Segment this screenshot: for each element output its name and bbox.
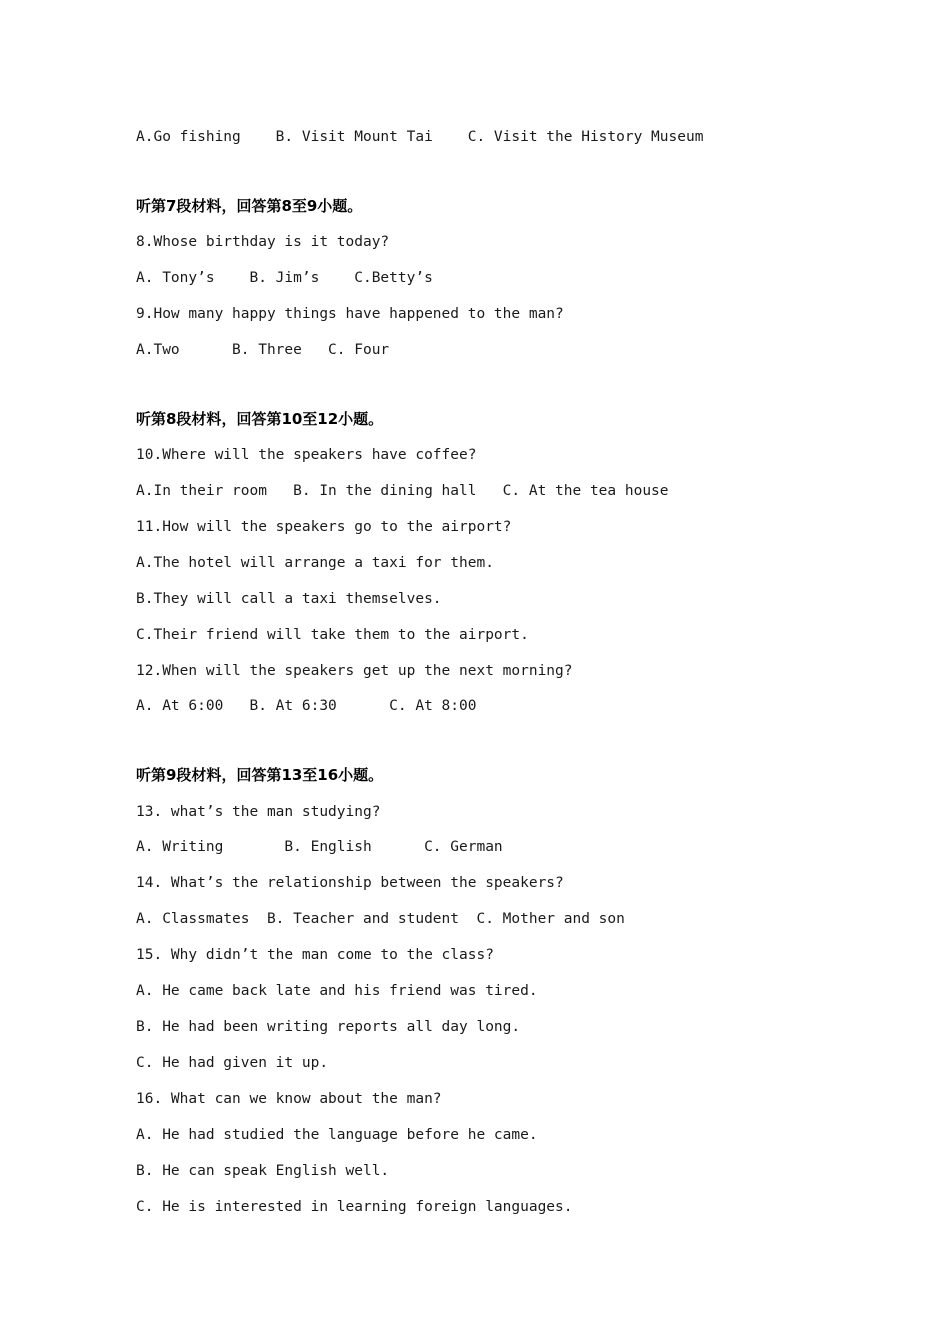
question-line: 14. What’s the relationship between the speakers? xyxy=(136,875,564,891)
option-line: B.They will call a taxi themselves. xyxy=(136,591,442,607)
option-line: A. Tony’s B. Jim’s C.Betty’s xyxy=(136,270,433,286)
option-line: C. He is interested in learning foreign languages. xyxy=(136,1199,573,1215)
option-line: A. Writing B. English C. German xyxy=(136,839,503,855)
question-line: 9.How many happy things have happened to the man? xyxy=(136,306,564,322)
question-line: 16. What can we know about the man? xyxy=(136,1091,442,1107)
option-line: C.Their friend will take them to the airport. xyxy=(136,627,529,643)
question-line: 13. what’s the man studying? xyxy=(136,804,381,820)
option-line: A. At 6:00 B. At 6:30 C. At 8:00 xyxy=(136,698,477,714)
option-line: B. He can speak English well. xyxy=(136,1163,390,1179)
option-line: B. He had been writing reports all day long. xyxy=(136,1019,521,1035)
option-line: A.The hotel will arrange a taxi for them. xyxy=(136,555,494,571)
option-line: A. Classmates B. Teacher and student C. Mother and son xyxy=(136,911,625,927)
section-heading: 听第9段材料，回答第13至16小题。 xyxy=(136,766,384,784)
option-line: A. He came back late and his friend was tired. xyxy=(136,983,538,999)
question-line: 15. Why didn’t the man come to the class? xyxy=(136,947,494,963)
option-line: A.Two B. Three C. Four xyxy=(136,342,390,358)
question-line: 11.How will the speakers go to the airport? xyxy=(136,519,512,535)
question-line: 10.Where will the speakers have coffee? xyxy=(136,447,477,463)
option-line: A.In their room B. In the dining hall C. At the tea house xyxy=(136,483,669,499)
option-line: C. He had given it up. xyxy=(136,1055,329,1071)
question-line: 12.When will the speakers get up the next morning? xyxy=(136,663,573,679)
question-line: 8.Whose birthday is it today? xyxy=(136,234,390,250)
section-heading: 听第8段材料，回答第10至12小题。 xyxy=(136,410,384,428)
option-line: A. He had studied the language before he came. xyxy=(136,1127,538,1143)
section-heading: 听第7段材料，回答第8至9小题。 xyxy=(136,197,363,215)
option-line: A.Go fishing B. Visit Mount Tai C. Visit the History Museum xyxy=(136,129,704,145)
